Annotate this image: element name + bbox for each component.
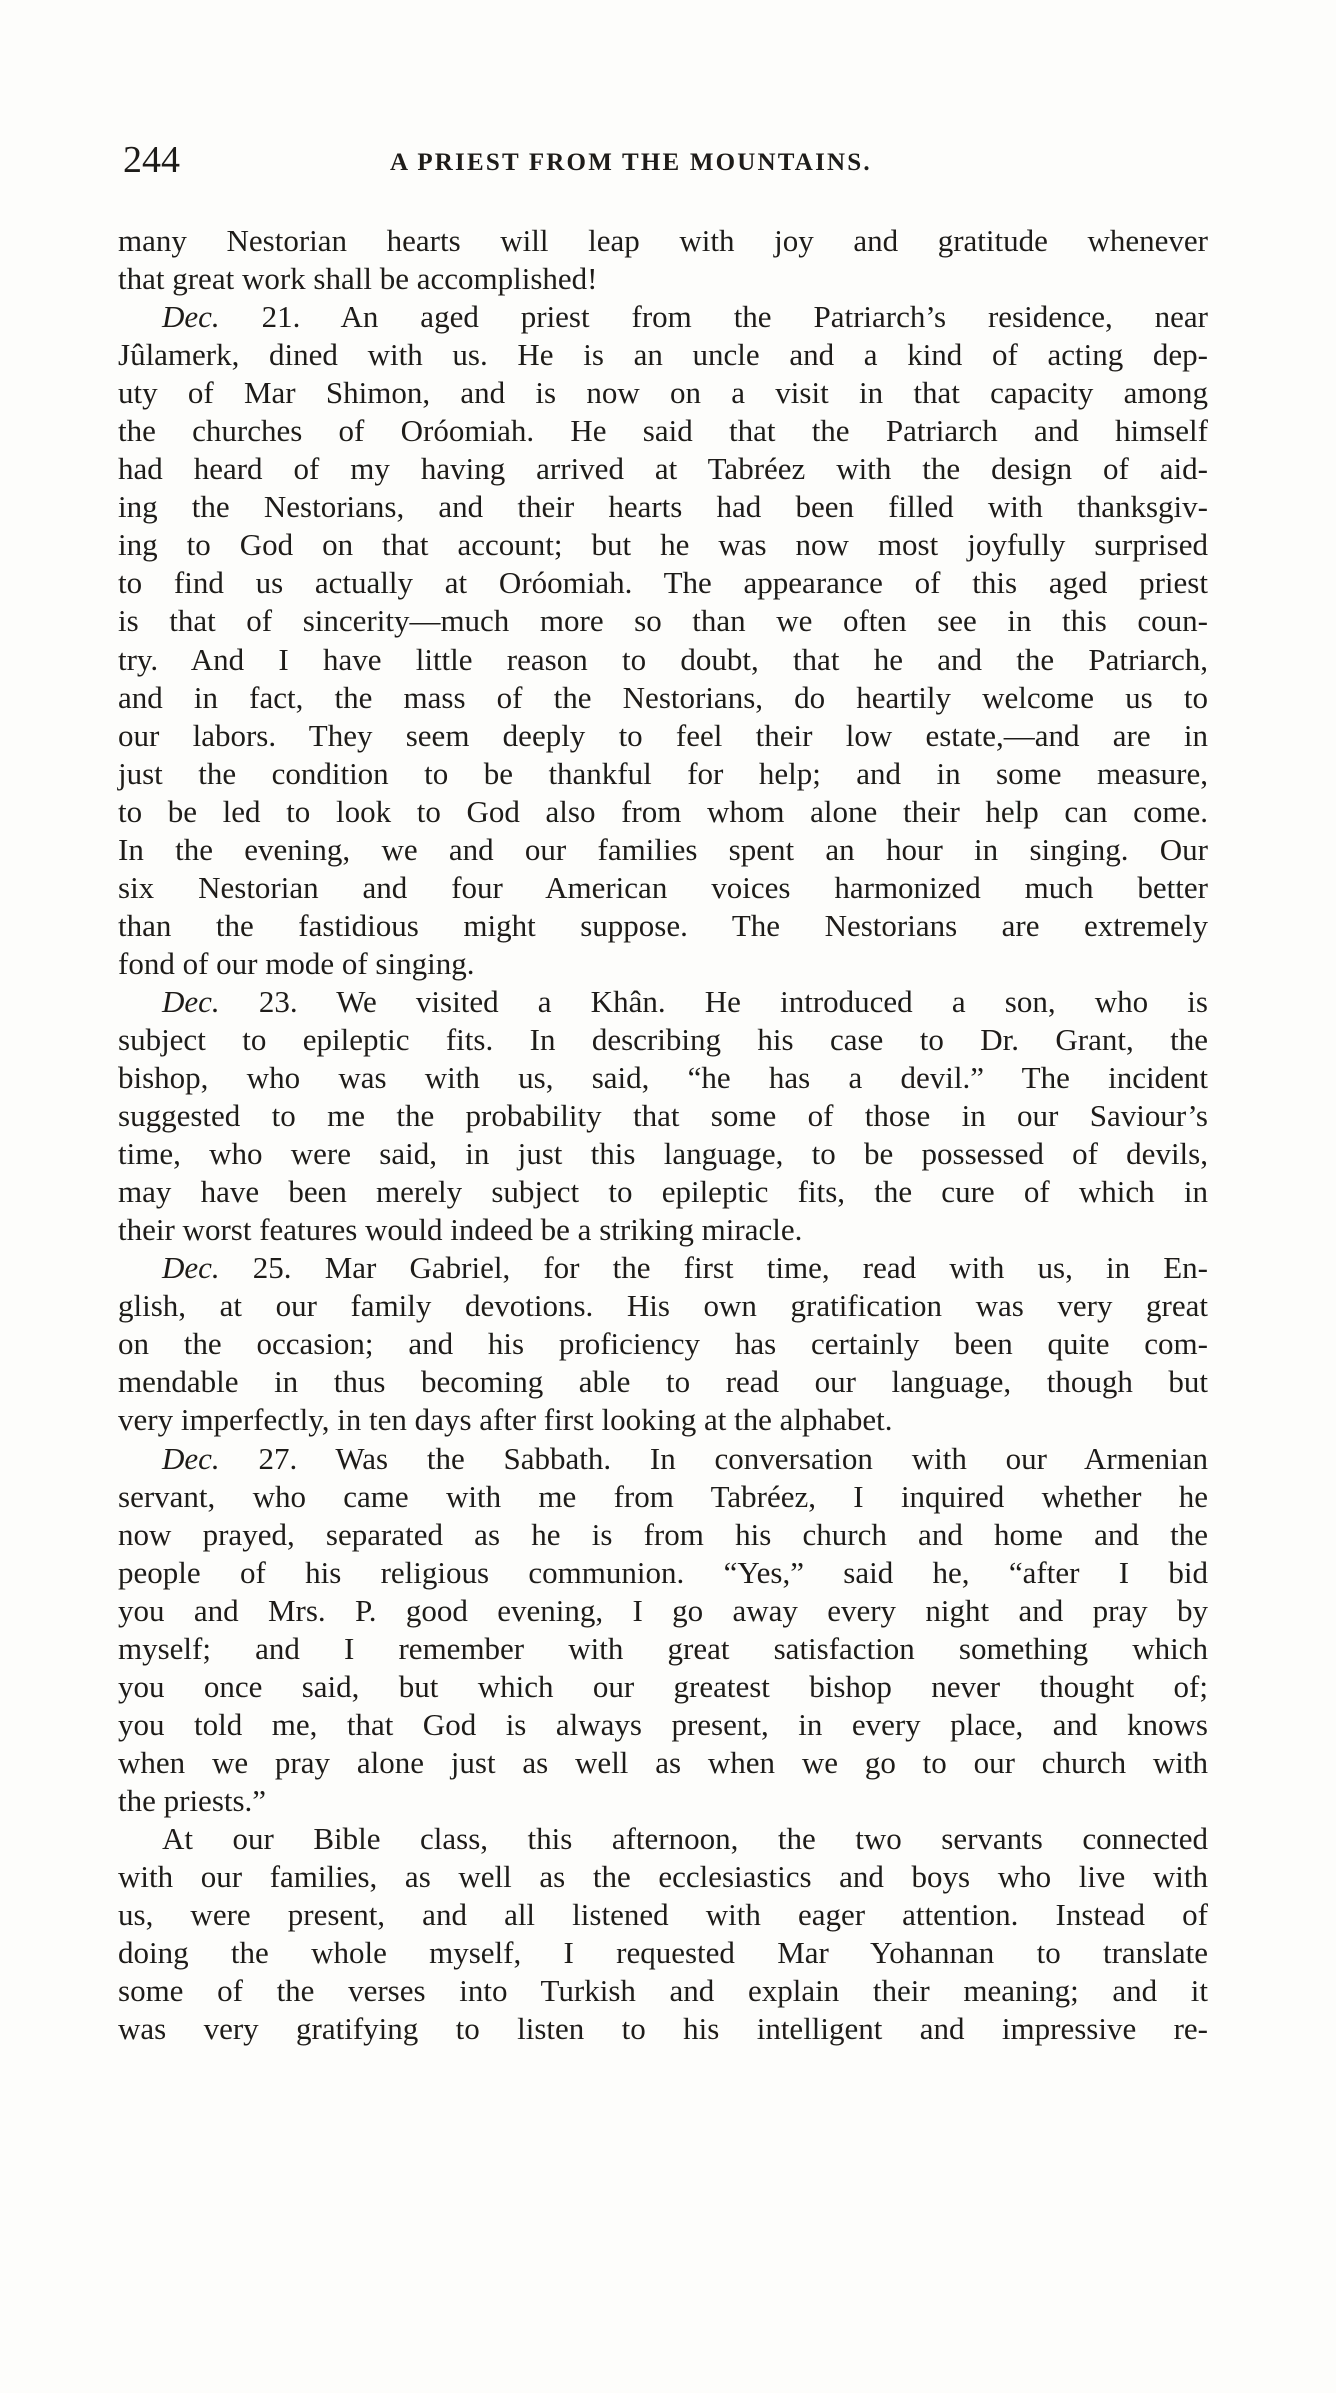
text-line: subject to epileptic fits. In describing his case to Dr. Grant, the [118, 1021, 1208, 1057]
body-text [118, 222, 1208, 2048]
text-line: to be led to look to God also from whom alone their help can come. [118, 793, 1208, 829]
text-line [118, 1249, 1208, 1287]
text-line: ing the Nestorians, and their hearts had been filled with thanksgiv- [118, 489, 1208, 525]
text-line: try. And I have little reason to doubt, that he and the Patriarch, [118, 641, 1208, 677]
text-line: on the occasion; and his proficiency has certainly been quite com- [118, 1326, 1208, 1362]
text-line: suggested to me the probability that some of those in our Saviour’s [118, 1098, 1208, 1134]
text-line: uty of Mar Shimon, and is now on a visit in that capacity among [118, 375, 1208, 411]
text-line: us, were present, and all listened with eager attention. Instead of [118, 1897, 1208, 1933]
text-line [118, 298, 1208, 336]
line-text: 21. An aged priest from the Patriarch’s residence, near [219, 299, 1208, 335]
text-line: had heard of my having arrived at Tabréez with the design of aid- [118, 451, 1208, 487]
text-line: doing the whole myself, I requested Mar Yohannan to translate [118, 1935, 1208, 1971]
text-line: than the fastidious might suppose. The Nestorians are extremely [118, 907, 1208, 943]
text-line: myself; and I remember with great satisfaction something which [118, 1630, 1208, 1666]
text-line: you and Mrs. P. good evening, I go away every night and pray by [118, 1592, 1208, 1628]
text-line [118, 983, 1208, 1021]
text-line: In the evening, we and our families spent an hour in singing. Our [118, 831, 1208, 867]
text-line: six Nestorian and four American voices harmonized much better [118, 869, 1208, 905]
text-line: was very gratifying to listen to his intelligent and impressive re- [118, 2011, 1208, 2047]
text-line: the churches of Oróomiah. He said that the Patriarch and himself [118, 413, 1208, 449]
text-line: our labors. They seem deeply to feel their low estate,—and are in [118, 717, 1208, 753]
text-line: to find us actually at Oróomiah. The appearance of this aged priest [118, 565, 1208, 601]
text-line: that great work shall be accomplished! [118, 261, 598, 297]
text-line: you once said, but which our greatest bishop never thought of; [118, 1668, 1208, 1704]
text-line: time, who were said, in just this language, to be possessed of devils, [118, 1136, 1208, 1172]
line-text: 23. We visited a Khân. He introduced a son, who is [219, 983, 1208, 1019]
text-line: At our Bible class, this afternoon, the two servants connected [162, 1820, 1208, 1856]
text-line: bishop, who was with us, said, “he has a devil.” The incident [118, 1060, 1208, 1096]
text-line: when we pray alone just as well as when we go to our church with [118, 1744, 1208, 1780]
line-text: 25. Mar Gabriel, for the first time, read with us, in En- [219, 1250, 1208, 1286]
entry-date: Dec. [162, 983, 220, 1019]
text-line: may have been merely subject to epileptic fits, the cure of which in [118, 1174, 1208, 1210]
text-line [118, 1440, 1208, 1478]
text-line: just the condition to be thankful for help; and in some measure, [118, 755, 1208, 791]
text-line: ing to God on that account; but he was now most joyfully surprised [118, 527, 1208, 563]
running-head: A PRIEST FROM THE MOUNTAINS. [390, 149, 872, 176]
page-header [123, 138, 1203, 182]
line-text: 27. Was the Sabbath. In conversation with our Armenian [219, 1440, 1208, 1476]
text-line: you told me, that God is always present, in every place, and knows [118, 1706, 1208, 1742]
text-line: their worst features would indeed be a striking miracle. [118, 1212, 803, 1248]
text-line: with our families, as well as the ecclesiastics and boys who live with [118, 1859, 1208, 1895]
text-line: glish, at our family devotions. His own gratification was very great [118, 1288, 1208, 1324]
text-line: servant, who came with me from Tabréez, I inquired whether he [118, 1478, 1208, 1514]
text-line: and in fact, the mass of the Nestorians, do heartily welcome us to [118, 679, 1208, 715]
entry-date: Dec. [162, 1250, 220, 1286]
page-number: 244 [123, 139, 180, 181]
entry-date: Dec. [162, 299, 220, 335]
entry-date: Dec. [162, 1440, 220, 1476]
text-line: Jûlamerk, dined with us. He is an uncle and a kind of acting dep- [118, 337, 1208, 373]
text-line: fond of our mode of singing. [118, 945, 475, 981]
text-line: the priests.” [118, 1782, 267, 1818]
text-line: many Nestorian hearts will leap with joy and gratitude whenever [118, 223, 1208, 258]
text-line: is that of sincerity—much more so than we often see in this coun- [118, 603, 1208, 639]
text-line: some of the verses into Turkish and explain their meaning; and it [118, 1973, 1208, 2009]
text-line: now prayed, separated as he is from his church and home and the [118, 1516, 1208, 1552]
text-line: mendable in thus becoming able to read our language, though but [118, 1364, 1208, 1400]
text-line: very imperfectly, in ten days after first looking at the alphabet. [118, 1402, 893, 1438]
text-line: people of his religious communion. “Yes,” said he, “after I bid [118, 1554, 1208, 1590]
